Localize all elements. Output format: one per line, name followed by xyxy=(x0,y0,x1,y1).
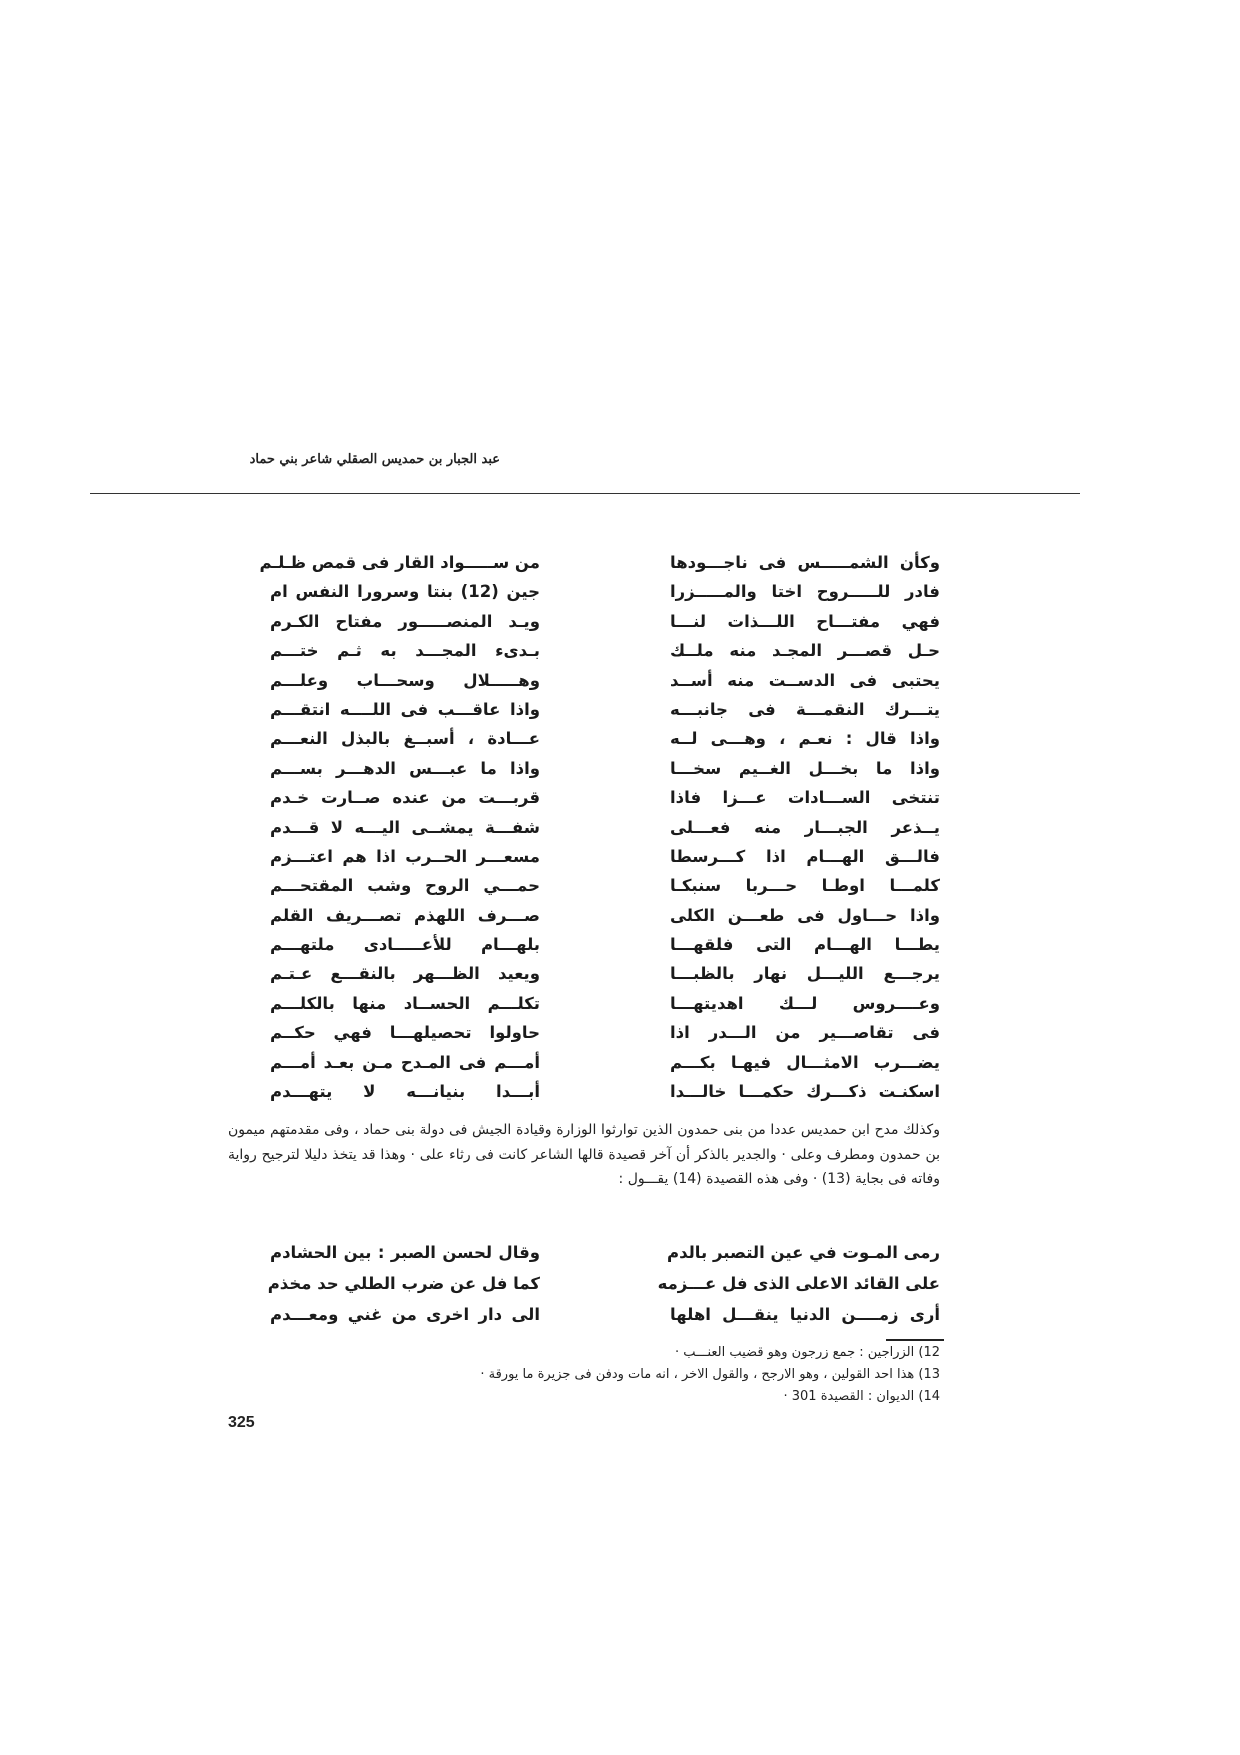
first-hemistich: يتـــرك النقمـــة فى جانبـــه xyxy=(670,699,940,719)
verse-row xyxy=(270,930,940,959)
second-hemistich: وهـــــلال وسحـــاب وعلـــم xyxy=(270,670,540,690)
first-hemistich: أرى زمــــن الدنيا ينقـــل اهلها xyxy=(670,1305,940,1324)
verse-row xyxy=(270,577,940,606)
verse-row xyxy=(270,1048,940,1077)
footnote-rule xyxy=(886,1339,944,1341)
first-hemistich: يضـــرب الامثـــال فيهـا بكـــم xyxy=(670,1052,940,1072)
first-hemistich: فهي مفتـــاح اللـــذات لنـــا xyxy=(670,611,940,631)
second-hemistich: مسعـــر الحــرب اذا هم اعتـــزم xyxy=(270,846,540,866)
running-head-title: عبد الجبار بن حمديس الصقلي شاعر بني حماد xyxy=(249,452,500,467)
first-hemistich: حـل قصـــر المجـد منه ملــك xyxy=(670,641,940,661)
footnote: 14) الديوان : القصيدة 301 · xyxy=(783,1389,940,1404)
verse-row xyxy=(270,695,940,724)
footnote: 13) هذا احد القولين ، وهو الارجح ، والقول الاخر ، انه مات ودفن فى جزيرة ما يورقة · xyxy=(480,1367,940,1382)
verse-row xyxy=(270,1237,940,1268)
verse-row xyxy=(270,783,940,812)
second-hemistich: أمـــم فى المـدح مـن بعـد أمـــم xyxy=(270,1052,540,1072)
header-rule xyxy=(90,493,1080,494)
verse-row xyxy=(270,754,940,783)
verse-row xyxy=(270,666,940,695)
first-hemistich: اسكنـت ذكـــرك حكمـــا خالـــدا xyxy=(670,1082,940,1102)
poem-verses xyxy=(259,548,940,1108)
second-hemistich: واذا ما عبـــس الدهـــر بســـم xyxy=(270,758,540,778)
page-number: 325 xyxy=(228,1414,255,1431)
verse-row xyxy=(270,813,940,842)
second-hemistich: تكلـــم الحســاد منها بالكلـــم xyxy=(270,993,540,1013)
second-hemistich: أبـــدا بنيانـــه لا يتهـــدم xyxy=(270,1082,540,1102)
verse-row xyxy=(270,959,940,988)
verse-row xyxy=(270,1018,940,1047)
first-hemistich: وكأن الشمـــــس فى ناجـــودها xyxy=(670,553,940,572)
verse-row xyxy=(270,636,940,665)
first-hemistich: واذا حـــاول فى طعـــن الكلى xyxy=(670,905,940,925)
first-hemistich: فادر للـــــروح اختا والمـــــزرا xyxy=(670,582,940,602)
verse-row xyxy=(270,607,940,636)
second-hemistich: جين (12) بنتا وسرورا النفس ام xyxy=(270,582,541,602)
second-hemistich: صـــرف اللهذم تصـــريف القلم xyxy=(270,905,540,925)
first-hemistich: كلمـــا اوطـا حـــربا سنبكـا xyxy=(670,876,940,896)
first-hemistich: واذا قال : نعـم ، وهـــى لــه xyxy=(670,729,940,749)
second-hemistich: عـــادة ، أسبــغ بالبذل النعـــم xyxy=(270,729,540,749)
first-hemistich: يرجـــع الليـــل نهار بالظبـــا xyxy=(670,964,940,984)
verse-row xyxy=(270,1299,940,1330)
first-hemistich: فى تقاصـــير من الـــدر اذا xyxy=(670,1023,940,1043)
second-hemistich: الى دار اخرى من غني ومعـــدم xyxy=(270,1305,540,1324)
prose-paragraph: وكذلك مدح ابن حمديس عددا من بنى حمدون الذين توارثوا الوزارة وقيادة الجيش فى دولة بنى حماد ، وفى مقدمتهم ميمون بن حمدون ومطرف وعلى · والجدير بالذكر أن آخر قصيدة قالها الشاعر كانت فى رثاء على · وهذا قد يتخذ دليلا لترجيح رواية وفاته فى بجاية (13) · وفى هذه القصيدة (14) يقـــول : xyxy=(228,1122,940,1187)
second-hemistich: ويعيد الظـــهر بالنقـــع عـتـم xyxy=(270,964,540,984)
second-hemistich: بـدىء المجـــد به ثـم ختـــم xyxy=(270,641,540,661)
first-hemistich: تنتخى الســـادات عـــزا فاذا xyxy=(670,788,940,808)
first-hemistich: يطـــا الهـــام التى فلقهـــا xyxy=(670,935,940,955)
verse-row xyxy=(270,901,940,930)
verse-row xyxy=(270,989,940,1018)
first-hemistich: يــذعر الجبـــار منه فعـــلى xyxy=(670,817,940,837)
second-hemistich: حمـــي الروح وشب المقتحـــم xyxy=(270,876,540,896)
second-hemistich: ويـد المنصـــــور مفتاح الكـرم xyxy=(270,611,540,631)
second-hemistich: وقال لحسن الصبر : بين الحشادم xyxy=(270,1243,540,1262)
verse-row xyxy=(267,1268,940,1299)
second-hemistich: قربـــت من عنده صــارت خـدم xyxy=(270,788,540,808)
second-hemistich: حاولوا تحصيلهـــا فهي حكــم xyxy=(270,1023,540,1043)
first-hemistich: واذا ما بخـــل الغــيم سخـــا xyxy=(670,758,940,778)
footnotes xyxy=(400,1342,940,1408)
first-hemistich: رمى المـوت في عين التصبر بالدم xyxy=(666,1243,940,1262)
verse-row xyxy=(270,724,940,753)
verse-row xyxy=(259,548,940,577)
second-hemistich: كما فل عن ضرب الطلي حد مخذم xyxy=(267,1274,540,1293)
elegy-verses xyxy=(267,1237,940,1333)
verse-row xyxy=(270,871,940,900)
second-hemistich: واذا عاقـــب فى اللــــه انتقـــم xyxy=(270,699,540,719)
second-hemistich: شفـــة يمشــى اليـــه لا قـــدم xyxy=(270,817,540,837)
first-hemistich: فالـــق الهـــام اذا كـــرسطا xyxy=(670,846,940,866)
footnote: 12) الزراجين : جمع زرجون وهو قضيب العنـــب · xyxy=(675,1345,940,1360)
second-hemistich: من ســـــواد القار فى قمص ظـلـم xyxy=(259,553,540,572)
first-hemistich: على القائد الاعلى الذى فل عـــزمه xyxy=(657,1274,940,1293)
verse-row xyxy=(270,1077,940,1106)
first-hemistich: يحتبى فى الدســت منه أســد xyxy=(670,670,940,690)
verse-row xyxy=(270,842,940,871)
first-hemistich: وعــــروس لـــك اهديتهـــا xyxy=(670,993,940,1013)
second-hemistich: بلهـــام للأعـــــادى ملتهـــم xyxy=(270,935,540,955)
